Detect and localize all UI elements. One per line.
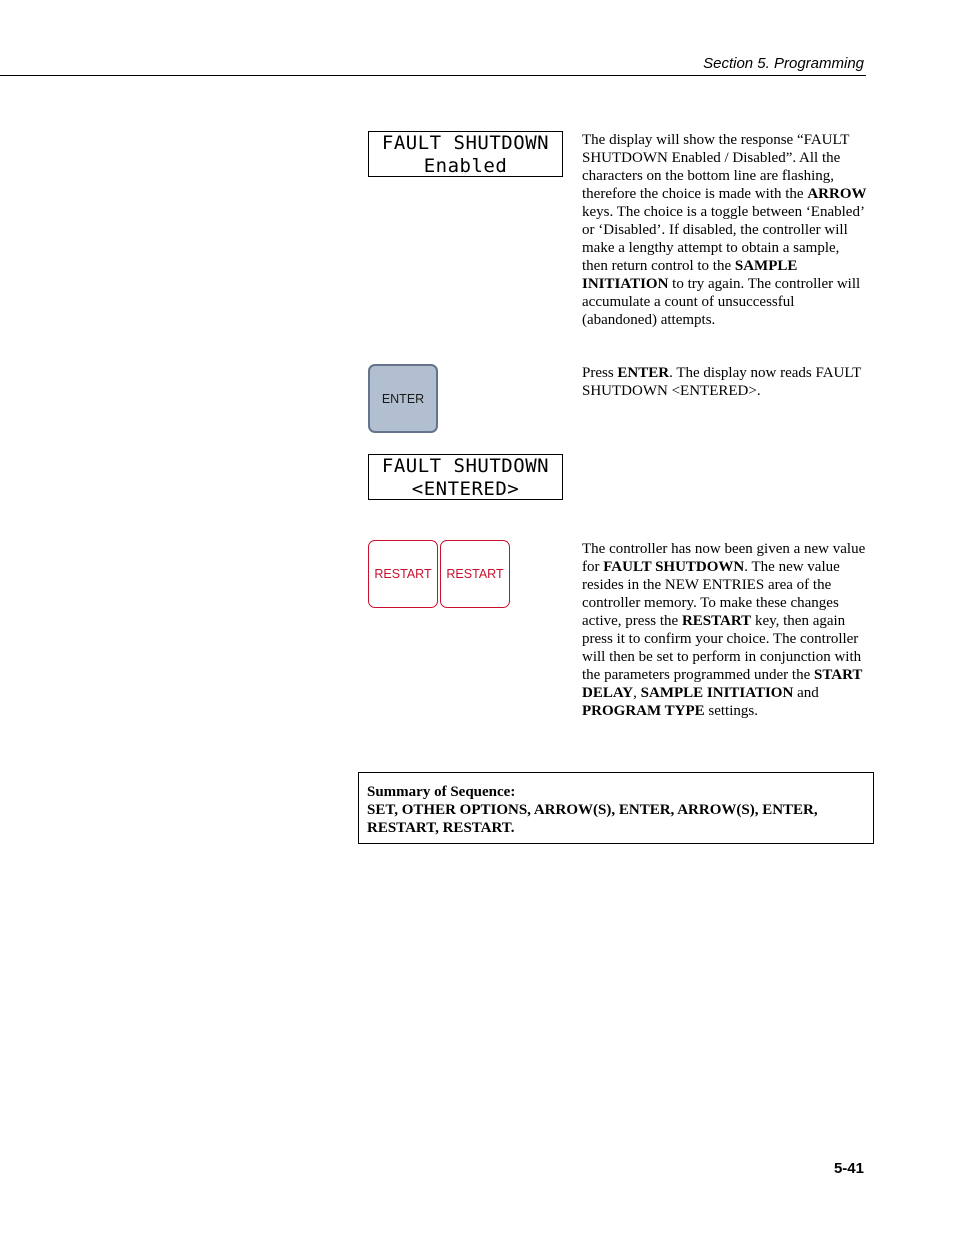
text-run: Press xyxy=(582,365,618,381)
paragraph-fault-shutdown-toggle xyxy=(582,131,867,329)
summary-box xyxy=(358,772,874,844)
lcd-line-1: FAULT SHUTDOWN xyxy=(381,455,550,477)
bold-term: ENTER xyxy=(617,365,670,381)
paragraph-restart-explanation xyxy=(582,540,867,720)
enter-key[interactable] xyxy=(368,364,438,433)
page-number: 5-41 xyxy=(833,1160,864,1177)
restart-key-1[interactable] xyxy=(368,540,438,608)
bold-term: SAMPLE INITIATION xyxy=(582,258,798,292)
paragraph-press-enter xyxy=(582,364,867,400)
lcd-display-enabled xyxy=(368,131,563,177)
section-header: Section 5. Programming xyxy=(703,55,864,72)
bold-term: SAMPLE INITIATION xyxy=(640,685,794,701)
lcd-line-2: Enabled xyxy=(423,155,508,177)
text-run: The display will show the response “FAULT SHUTDOWN Enabled / Disabled”. All the characters on the bottom line are flashing, therefore the choice is made with the xyxy=(582,132,850,202)
text-run: and xyxy=(793,685,819,701)
restart-key-label: RESTART xyxy=(374,567,432,581)
header-rule xyxy=(0,75,866,76)
text-run: to try again. The controller will accumulate a count of unsuccessful (abandoned) attempts. xyxy=(582,276,861,328)
text-run: key, then again press it to confirm your choice. The controller will then be set to perform in conjunction with the parameters programmed under the xyxy=(582,613,862,683)
text-run: The controller has now been given a new value for xyxy=(582,541,866,575)
bold-term: RESTART xyxy=(681,613,752,629)
lcd-display-entered xyxy=(368,454,563,500)
text-run: . The new value resides in the NEW ENTRIES area of the controller memory. To make these changes active, press the xyxy=(582,559,840,629)
bold-term: START DELAY xyxy=(582,667,863,701)
text-run: keys. The choice is a toggle between ‘Enabled’ or ‘Disabled’. If disabled, the controller will make a lengthy attempt to obtain a sample, then return control to the xyxy=(582,204,864,274)
enter-key-label: ENTER xyxy=(381,391,425,406)
summary-sequence: SET, OTHER OPTIONS, ARROW(S), ENTER, ARROW(S), ENTER, RESTART, RESTART. xyxy=(367,802,818,836)
bold-term: FAULT SHUTDOWN xyxy=(603,559,745,575)
restart-key-2[interactable] xyxy=(440,540,510,608)
bold-term: PROGRAM TYPE xyxy=(582,703,705,719)
text-run: . The display now reads FAULT SHUTDOWN <ENTERED>. xyxy=(582,365,862,399)
summary-title: Summary of Sequence: xyxy=(367,784,516,800)
lcd-line-2: <ENTERED> xyxy=(411,478,520,500)
restart-key-label: RESTART xyxy=(446,567,504,581)
lcd-line-1: FAULT SHUTDOWN xyxy=(381,132,550,154)
bold-term: ARROW xyxy=(807,186,867,202)
text-run: settings. xyxy=(704,703,758,719)
text-run: , xyxy=(633,685,641,701)
